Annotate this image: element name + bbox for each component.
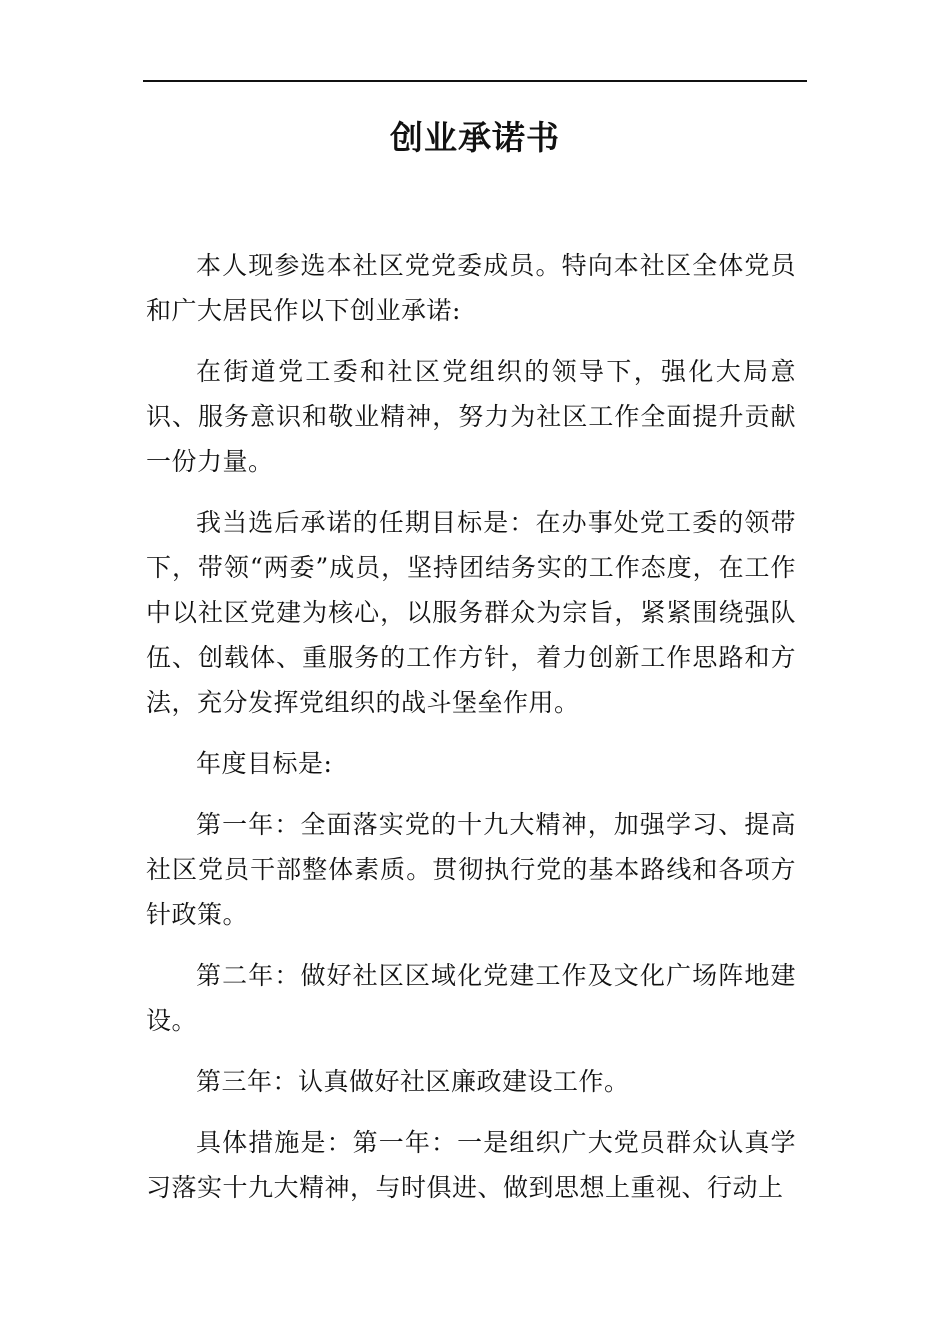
paragraph-year-three: 第三年：认真做好社区廉政建设工作。 xyxy=(196,1067,630,1096)
document-title: 创业承诺书 xyxy=(390,118,560,157)
paragraph-intro: 本人现参选本社区党党委成员。特向本社区全体党员和广大居民作以下创业承诺: xyxy=(146,251,796,325)
paragraph-year-one: 第一年：全面落实党的十九大精神，加强学习、提高社区党员干部整体素质。贯彻执行党的基本路线和各项方针政策。 xyxy=(146,810,796,929)
paragraph-annual-goals-heading: 年度目标是: xyxy=(196,749,333,778)
header-rule xyxy=(143,80,807,82)
document-body xyxy=(146,243,796,1226)
paragraph-commitment: 在街道党工委和社区党组织的领导下，强化大局意识、服务意识和敬业精神，努力为社区工作全面提升贡献一份力量。 xyxy=(146,357,796,476)
paragraph-measures: 具体措施是：第一年：一是组织广大党员群众认真学习落实十九大精神，与时俱进、做到思想上重视、行动上 xyxy=(146,1128,796,1202)
paragraph-year-two: 第二年：做好社区区域化党建工作及文化广场阵地建设。 xyxy=(146,961,796,1035)
paragraph-term-goals: 我当选后承诺的任期目标是：在办事处党工委的领带下，带领“两委”成员，坚持团结务实的工作态度，在工作中以社区党建为核心，以服务群众为宗旨，紧紧围绕强队伍、创载体、重服务的工作方针，着力创新工作思路和方法，充分发挥党组织的战斗堡垒作用。 xyxy=(146,508,796,717)
